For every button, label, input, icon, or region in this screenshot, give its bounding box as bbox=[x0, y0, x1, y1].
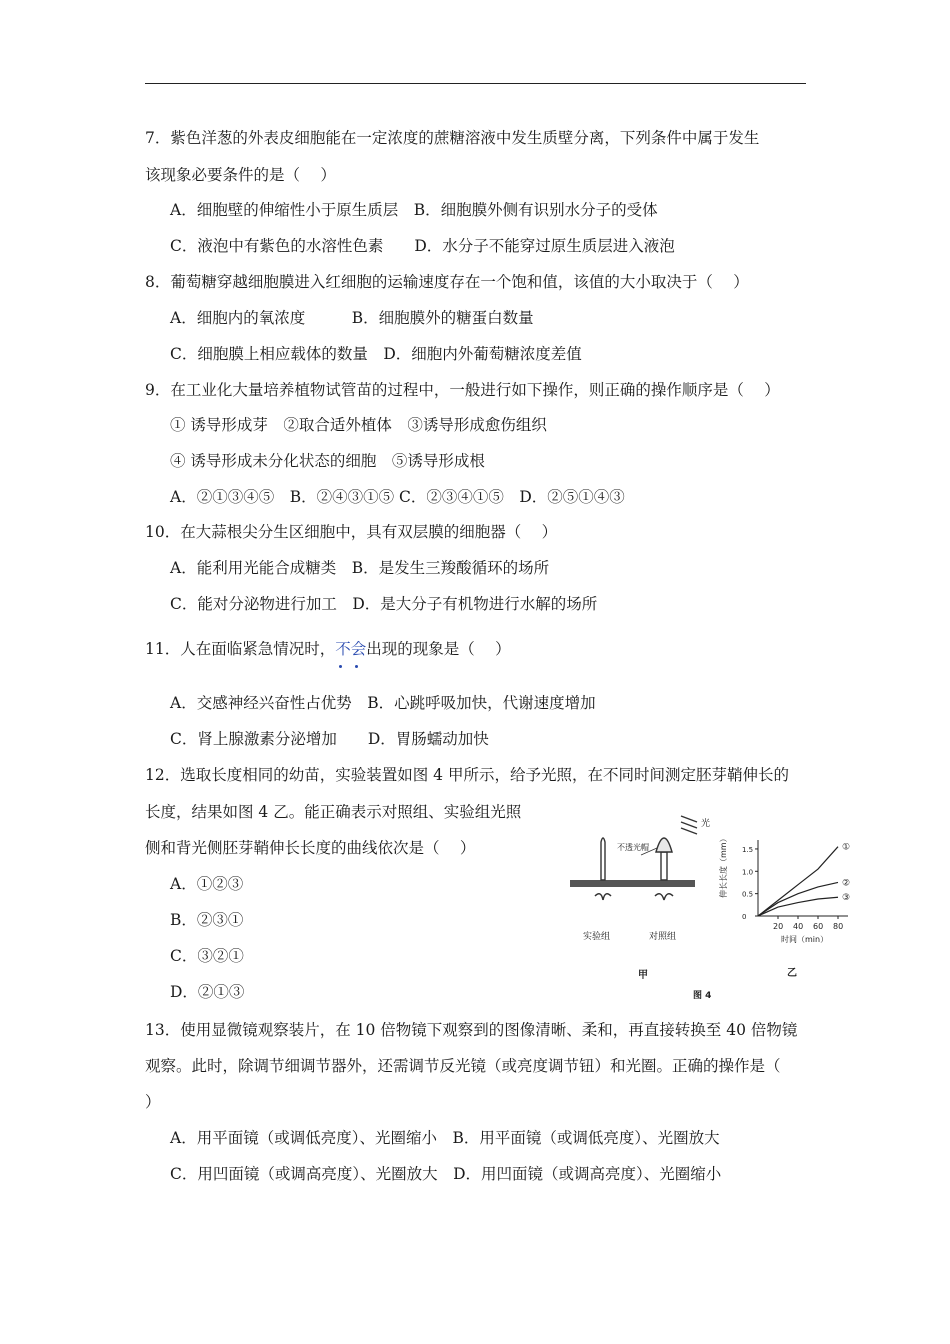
figure-caption: 图 4 bbox=[693, 991, 712, 1001]
chart-ylabel: 伸长长度（mm） bbox=[719, 834, 728, 898]
exp-coleoptile bbox=[601, 838, 605, 880]
q12-option-a: A．①②③ bbox=[170, 875, 244, 893]
exp-group-label: 实验组 bbox=[583, 932, 611, 942]
ctrl-coleoptile bbox=[661, 852, 667, 880]
light-label: 光 bbox=[701, 819, 711, 829]
chart-xlabel: 时间（min） bbox=[781, 935, 829, 944]
y-tick-label: 0 bbox=[742, 913, 747, 921]
header-rule bbox=[145, 83, 806, 84]
panel-a-illustration bbox=[570, 816, 710, 981]
q11-emphasis-word: 不会 bbox=[335, 640, 366, 658]
growth-chart bbox=[718, 834, 850, 979]
q13-stem-line1: 13．使用显微镜观察装片，在 10 倍物镜下观察到的图像清晰、柔和，再直接转换至 40 倍物镜 bbox=[145, 1021, 798, 1039]
q8-stem: 8．葡萄糖穿越细胞膜进入红细胞的运输速度存在一个饱和值，该值的大小取决于（ ） bbox=[145, 273, 749, 291]
q12-stem-line2: 长度，结果如图 4 乙。能正确表示对照组、实验组光照 bbox=[145, 803, 522, 821]
q11-stem-part1: 11．人在面临紧急情况时， bbox=[145, 640, 336, 658]
figure-4-svg bbox=[565, 808, 855, 1008]
opaque-cap bbox=[656, 838, 672, 852]
soil-strip bbox=[570, 880, 695, 887]
q12-option-b: B．②③① bbox=[170, 911, 244, 929]
ctrl-group-label: 对照组 bbox=[649, 932, 677, 942]
q9-steps-line2: ④ 诱导形成未分化状态的细胞 ⑤诱导形成根 bbox=[170, 452, 485, 470]
q9-options: A．②①③④⑤ B．②④③①⑤ C．②③④①⑤ D．②⑤①④③ bbox=[170, 488, 625, 506]
y-tick-label: 0.5 bbox=[742, 890, 754, 899]
panel-a-label: 甲 bbox=[638, 970, 648, 981]
q10-stem: 10．在大蒜根尖分生区细胞中，具有双层膜的细胞器（ ） bbox=[145, 523, 558, 541]
q8-options-ab: A．细胞内的氧浓度 B．细胞膜外的糖蛋白数量 bbox=[170, 309, 534, 327]
q11-options-ab: A．交感神经兴奋性占优势 B．心跳呼吸加快，代谢速度增加 bbox=[170, 694, 596, 712]
q13-stem-line3: ） bbox=[145, 1093, 161, 1111]
series-line-1 bbox=[758, 847, 838, 916]
panel-b-label: 乙 bbox=[787, 968, 797, 979]
figure-4 bbox=[565, 808, 855, 1008]
y-tick-label: 1.0 bbox=[742, 868, 754, 877]
q11-stem bbox=[145, 639, 511, 659]
q7-stem-line2: 该现象必要条件的是（ ） bbox=[145, 166, 336, 184]
cap-label: 不透光帽 bbox=[617, 843, 649, 852]
x-tick-label: 20 bbox=[773, 922, 784, 931]
ctrl-roots bbox=[655, 894, 673, 900]
q10-options-ab: A．能利用光能合成糖类 B．是发生三羧酸循环的场所 bbox=[170, 559, 550, 577]
q13-stem-line2: 观察。此时，除调节细调节器外，还需调节反光镜（或亮度调节钮）和光圈。正确的操作是（ bbox=[145, 1057, 781, 1075]
q12-option-c: C．③②① bbox=[170, 947, 244, 965]
series-label-1: ① bbox=[842, 842, 851, 853]
y-tick-label: 1.5 bbox=[742, 845, 754, 854]
q7-options-ab: A．细胞壁的伸缩性小于原生质层 B．细胞膜外侧有识别水分子的受体 bbox=[170, 201, 658, 219]
q12-stem-line1: 12．选取长度相同的幼苗，实验装置如图 4 甲所示，给予光照，在不同时间测定胚芽鞘伸长的 bbox=[145, 766, 789, 784]
series-label-2: ② bbox=[842, 878, 851, 889]
q7-stem-line1: 7．紫色洋葱的外表皮细胞能在一定浓度的蔗糖溶液中发生质壁分离，下列条件中属于发生 bbox=[145, 129, 760, 147]
q11-stem-part3: 出现的现象是（ ） bbox=[366, 640, 511, 658]
q7-options-cd: C．液泡中有紫色的水溶性色素 D．水分子不能穿过原生质层进入液泡 bbox=[170, 237, 675, 255]
q11-options-cd: C．肾上腺激素分泌增加 D．胃肠蠕动加快 bbox=[170, 730, 489, 748]
series-label-3: ③ bbox=[842, 893, 851, 904]
q12-option-d: D．②①③ bbox=[170, 983, 245, 1001]
q10-options-cd: C．能对分泌物进行加工 D．是大分子有机物进行水解的场所 bbox=[170, 595, 598, 613]
q12-stem-line3: 侧和背光侧胚芽鞘伸长长度的曲线依次是（ ） bbox=[145, 839, 476, 857]
light-arrows bbox=[681, 816, 697, 834]
x-tick-label: 60 bbox=[813, 922, 824, 931]
exp-roots bbox=[595, 894, 611, 900]
x-tick-label: 80 bbox=[833, 922, 844, 931]
q9-steps-line1: ① 诱导形成芽 ②取合适外植体 ③诱导形成愈伤组织 bbox=[170, 416, 547, 434]
q9-stem: 9．在工业化大量培养植物试管苗的过程中，一般进行如下操作，则正确的操作顺序是（ ） bbox=[145, 381, 780, 399]
q13-options-ab: A．用平面镜（或调低亮度）、光圈缩小 B．用平面镜（或调低亮度）、光圈放大 bbox=[170, 1129, 720, 1147]
q8-options-cd: C．细胞膜上相应载体的数量 D．细胞内外葡萄糖浓度差值 bbox=[170, 345, 582, 363]
x-tick-label: 40 bbox=[793, 922, 804, 931]
q13-options-cd: C．用凹面镜（或调高亮度）、光圈放大 D．用凹面镜（或调高亮度）、光圈缩小 bbox=[170, 1165, 722, 1183]
